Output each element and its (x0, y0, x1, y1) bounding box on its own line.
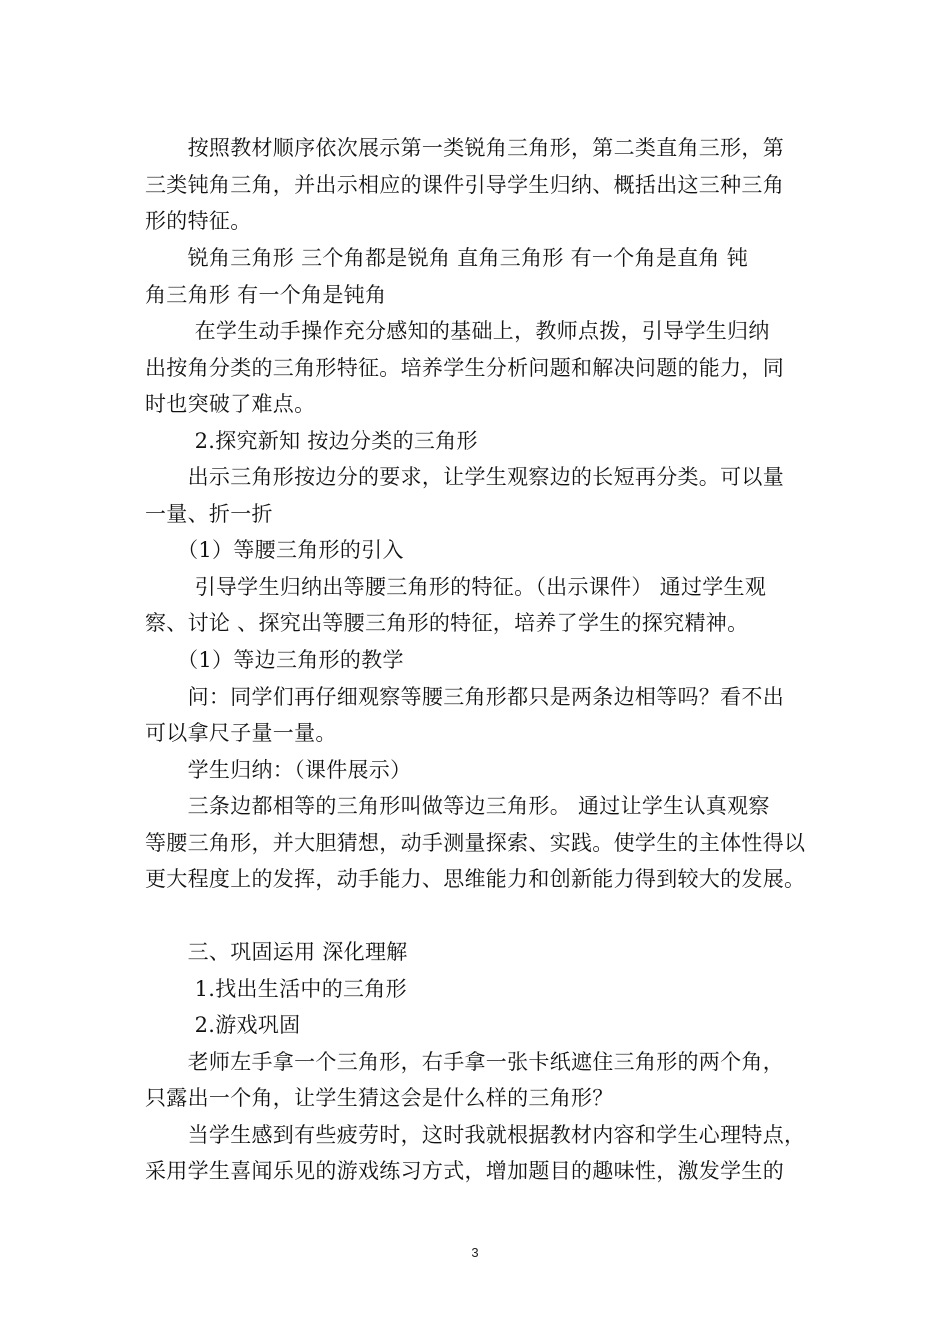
subsection-heading: （1）等腰三角形的引入 (145, 538, 404, 562)
text-line: 可以拿尺子量一量。 (145, 721, 337, 745)
text-line: 按照教材顺序依次展示第一类锐角三角形，第二类直角三形，第 (145, 136, 784, 160)
text-line: 问：同学们再仔细观察等腰三角形都只是两条边相等吗？看不出 (145, 685, 784, 709)
text-line: 一量、折一折 (145, 502, 273, 526)
text-line: 察、讨论 、探究出等腰三角形的特征，培养了学生的探究精神。 (145, 611, 749, 635)
subsection-heading: 1.找出生活中的三角形 (145, 977, 407, 1001)
text-line: 当学生感到有些疲劳时，这时我就根据教材内容和学生心理特点， (145, 1123, 806, 1147)
text-line: 更大程度上的发挥，动手能力、思维能力和创新能力得到较大的发展。 (145, 867, 806, 891)
text-line: 角三角形 有一个角是钝角 (145, 283, 387, 307)
text-line: 形的特征。 (145, 209, 252, 233)
text-line: 锐角三角形 三个角都是锐角 直角三角形 有一个角是直角 钝 (145, 246, 748, 270)
text-line: 出示三角形按边分的要求，让学生观察边的长短再分类。可以量 (145, 465, 784, 489)
text-line: 出按角分类的三角形特征。培养学生分析问题和解决问题的能力，同 (145, 356, 784, 380)
text-line: 引导学生归纳出等腰三角形的特征。（出示课件） 通过学生观 (145, 575, 767, 599)
section-heading: 三、巩固运用 深化理解 (145, 940, 408, 964)
text-line: 三类钝角三角，并出示相应的课件引导学生归纳、概括出这三种三角 (145, 173, 784, 197)
text-line: 老师左手拿一个三角形，右手拿一张卡纸遮住三角形的两个角， (145, 1050, 784, 1074)
text-line: 在学生动手操作充分感知的基础上，教师点拨，引导学生归纳 (145, 319, 770, 343)
text-line: 学生归纳：（课件展示） (145, 758, 412, 782)
subsection-heading: 2.游戏巩固 (145, 1013, 301, 1037)
text-line: 三条边都相等的三角形叫做等边三角形。 通过让学生认真观察 (145, 794, 770, 818)
text-line: 采用学生喜闻乐见的游戏练习方式，增加题目的趣味性，激发学生的 (145, 1159, 784, 1183)
subsection-heading: （1）等边三角形的教学 (145, 648, 404, 672)
text-line: 时也突破了难点。 (145, 392, 316, 416)
text-line: 只露出一个角，让学生猜这会是什么样的三角形？ (145, 1086, 614, 1110)
text-line: 等腰三角形，并大胆猜想，动手测量探索、实践。使学生的主体性得以 (145, 831, 806, 855)
page-number: 3 (471, 1245, 479, 1260)
section-heading: 2.探究新知 按边分类的三角形 (145, 429, 478, 453)
